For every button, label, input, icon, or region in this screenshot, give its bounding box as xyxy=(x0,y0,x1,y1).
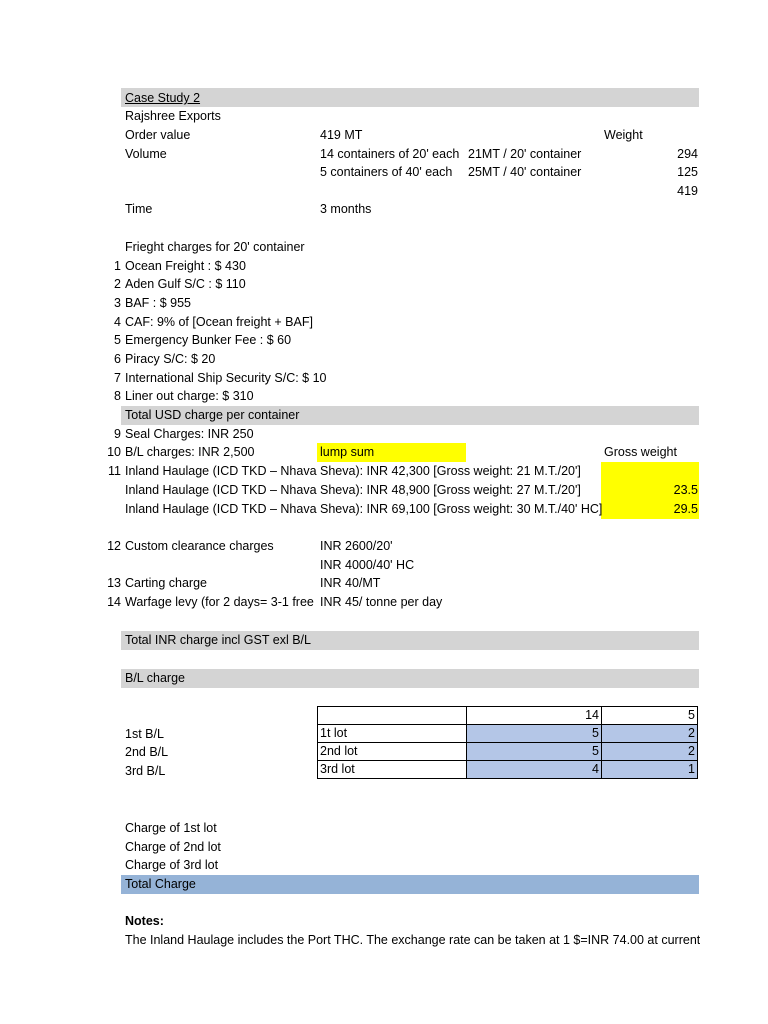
lot-header-20: 14 xyxy=(467,707,602,725)
total-charge-label: Total Charge xyxy=(125,877,196,891)
freight-item: Ocean Freight : $ 430 xyxy=(125,259,246,273)
freight-item: International Ship Security S/C: $ 10 xyxy=(125,371,327,385)
weight-total: 419 xyxy=(677,184,698,198)
weight-header: Weight xyxy=(604,128,643,142)
carting-label: Carting charge xyxy=(125,576,207,590)
freight-item: CAF: 9% of [Ocean freight + BAF] xyxy=(125,315,313,329)
freight-item-num: 2 xyxy=(114,277,121,291)
freight-item: Liner out charge: $ 310 xyxy=(125,389,254,403)
freight-item-num: 8 xyxy=(114,389,121,403)
volume-containers-40: 5 containers of 40' each xyxy=(320,165,453,179)
freight-item-num: 7 xyxy=(114,371,121,385)
lot-charge-label: Charge of 2nd lot xyxy=(125,840,221,854)
lot-table xyxy=(317,706,698,779)
freight-item: Piracy S/C: $ 20 xyxy=(125,352,216,366)
bl-section-header: B/L charge xyxy=(125,671,185,685)
haulage-row: Inland Haulage (ICD TKD – Nhava Sheva): INR 69,100 [Gross weight: 30 M.T./40' HC] xyxy=(125,502,603,516)
lot-header-40: 5 xyxy=(602,707,698,725)
seal-charges: Seal Charges: INR 250 xyxy=(125,427,254,441)
table-row xyxy=(318,761,698,779)
freight-header: Frieght charges for 20' container xyxy=(125,240,305,254)
volume-containers-20: 14 containers of 20' each xyxy=(320,147,460,161)
haulage-row: Inland Haulage (ICD TKD – Nhava Sheva): INR 42,300 [Gross weight: 21 M.T./20'] xyxy=(125,464,581,478)
freight-item: BAF : $ 955 xyxy=(125,296,192,310)
freight-item-num: 1 xyxy=(114,259,121,273)
total-inr-label: Total INR charge incl GST exl B/L xyxy=(125,633,311,647)
lump-sum-tag: lump sum xyxy=(320,445,375,459)
notes-text: The Inland Haulage includes the Port THC. The exchange rate can be taken at 1 $=INR 74.00 at current xyxy=(125,933,700,947)
freight-item-num: 6 xyxy=(114,352,121,366)
order-value: 419 MT xyxy=(320,128,363,142)
time-label: Time xyxy=(125,202,153,216)
warfage-label: Warfage levy (for 2 days= 3-1 free xyxy=(125,595,314,609)
bl-section-band xyxy=(121,669,699,688)
freight-item: Aden Gulf S/C : $ 110 xyxy=(125,277,246,291)
custom-clearance-40: INR 4000/40' HC xyxy=(320,558,415,572)
freight-item-num: 3 xyxy=(114,296,121,310)
bl-num: 10 xyxy=(107,445,121,459)
company-name: Rajshree Exports xyxy=(125,109,221,123)
lot-count-20: 5 xyxy=(467,743,602,761)
freight-item-num: 4 xyxy=(114,315,121,329)
table-row xyxy=(318,743,698,761)
lot-count-40: 2 xyxy=(602,743,698,761)
lot-table-header xyxy=(318,707,698,725)
haulage-row: Inland Haulage (ICD TKD – Nhava Sheva): INR 48,900 [Gross weight: 27 M.T./20'] xyxy=(125,483,581,497)
total-charge-band xyxy=(121,875,699,894)
notes-header: Notes: xyxy=(125,914,164,928)
bl-label: 1st B/L xyxy=(125,727,164,741)
bl-label: 2nd B/L xyxy=(125,745,169,759)
case-title-band xyxy=(121,88,699,107)
custom-clearance-label: Custom clearance charges xyxy=(125,539,274,553)
volume-weight-40: 125 xyxy=(677,165,698,179)
carting-num: 13 xyxy=(107,576,121,590)
warfage-value: INR 45/ tonne per day xyxy=(320,595,443,609)
haulage-gross-value: 29.5 xyxy=(673,502,698,516)
haulage-gross-value: 23.5 xyxy=(673,483,698,497)
bl-label: 3rd B/L xyxy=(125,764,166,778)
lot-name: 1t lot xyxy=(318,725,467,743)
bl-charges: B/L charges: INR 2,500 xyxy=(125,445,255,459)
lot-name: 2nd lot xyxy=(318,743,467,761)
total-usd-label: Total USD charge per container xyxy=(125,408,300,422)
volume-per-20: 21MT / 20' container xyxy=(468,147,582,161)
warfage-num: 14 xyxy=(107,595,121,609)
lot-charge-label: Charge of 1st lot xyxy=(125,821,217,835)
custom-num: 12 xyxy=(107,539,121,553)
gross-weight-header: Gross weight xyxy=(604,445,677,459)
lot-count-40: 1 xyxy=(602,761,698,779)
freight-item-num: 5 xyxy=(114,333,121,347)
lot-count-20: 5 xyxy=(467,725,602,743)
case-title: Case Study 2 xyxy=(125,91,201,105)
haulage-num: 11 xyxy=(108,464,121,478)
freight-item: Emergency Bunker Fee : $ 60 xyxy=(125,333,292,347)
time-value: 3 months xyxy=(320,202,372,216)
custom-clearance-20: INR 2600/20' xyxy=(320,539,393,553)
lot-count-20: 4 xyxy=(467,761,602,779)
seal-num: 9 xyxy=(114,427,121,441)
haulage-gross-value xyxy=(600,462,698,480)
lot-charge-label: Charge of 3rd lot xyxy=(125,858,219,872)
volume-label: Volume xyxy=(125,147,167,161)
table-row xyxy=(318,725,698,743)
order-label: Order value xyxy=(125,128,191,142)
volume-per-40: 25MT / 40' container xyxy=(468,165,582,179)
lot-header-cell xyxy=(318,707,467,725)
lot-name: 3rd lot xyxy=(318,761,467,779)
carting-value: INR 40/MT xyxy=(320,576,381,590)
volume-weight-20: 294 xyxy=(677,147,698,161)
lot-count-40: 2 xyxy=(602,725,698,743)
